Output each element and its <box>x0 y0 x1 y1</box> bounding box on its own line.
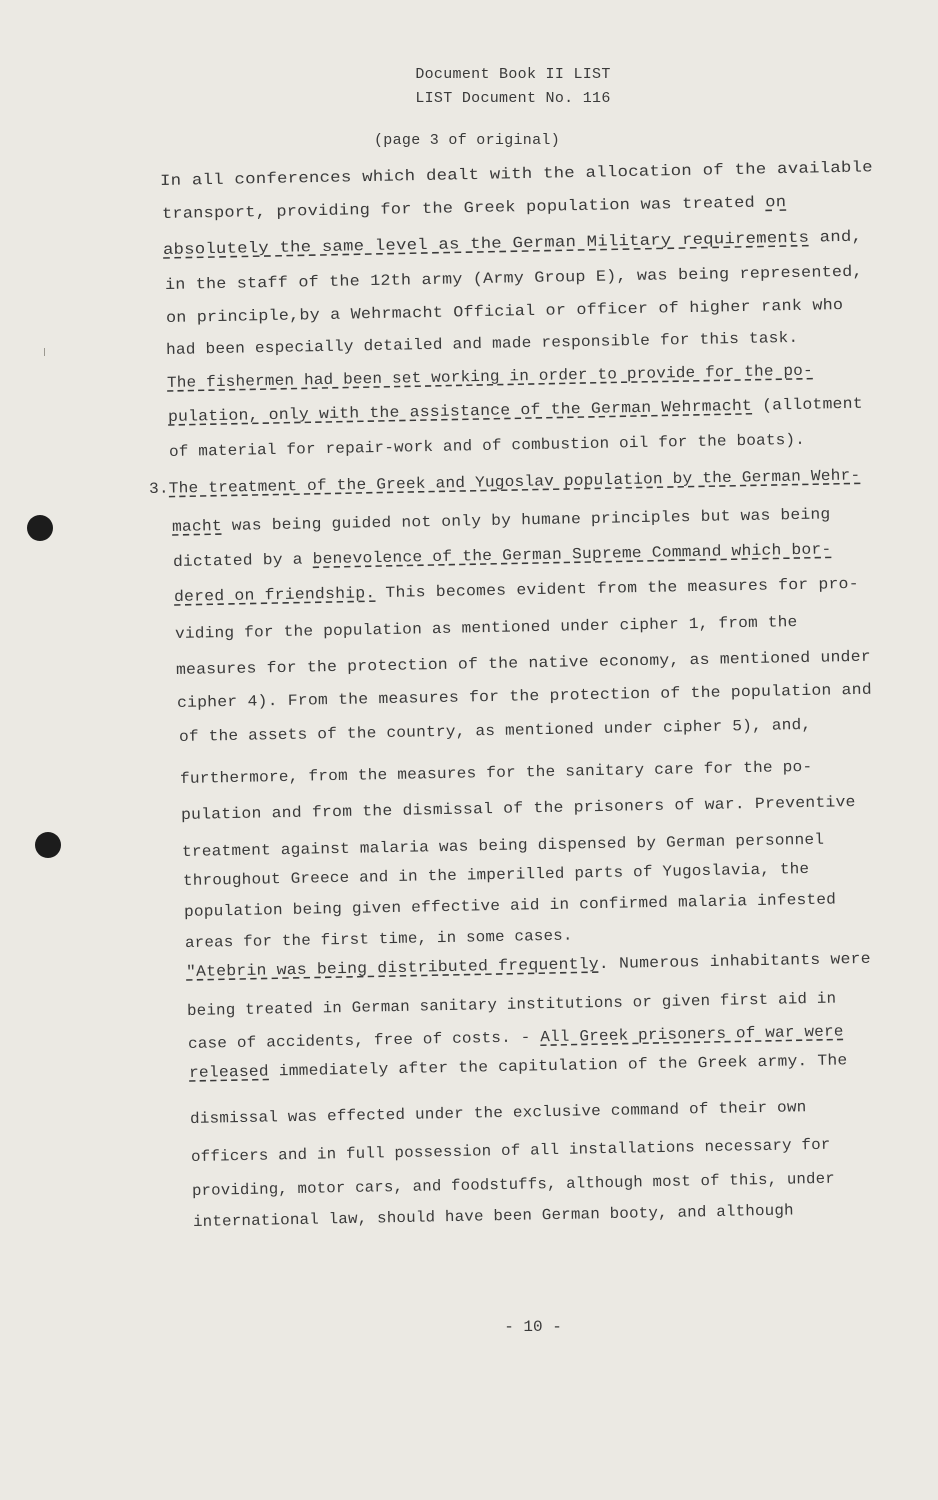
text-line: officers and in full possession of all installations necessary for <box>190 1135 831 1166</box>
text-line: dictated by a benevolence of the German Supreme Command which bor- <box>172 540 832 571</box>
text-line: viding for the population as mentioned under cipher 1, from the <box>174 613 798 643</box>
text-line: providing, motor cars, and foodstuffs, although most of this, under <box>191 1169 836 1200</box>
margin-mark <box>44 348 45 356</box>
text-line: on principle,by a Wehrmacht Official or officer of higher rank who <box>165 295 844 327</box>
text-line: measures for the protection of the native economy, as mentioned under <box>175 647 871 679</box>
document-number: LIST Document No. 116 <box>415 90 611 107</box>
text-line: pulation, only with the assistance of the German Wehrmacht (allotment <box>167 394 864 426</box>
text-line: in the staff of the 12th army (Army Group E), was being represented, <box>164 262 863 294</box>
text-line: pulation and from the dismissal of the prisoners of war. Preventive <box>180 793 856 824</box>
text-line: transport, providing for the Greek population was treated on <box>161 193 787 223</box>
text-line: released immediately after the capitulation of the Greek army. The <box>188 1051 848 1082</box>
punch-hole <box>35 832 61 858</box>
text-line: population being given effective aid in confirmed malaria infested <box>183 890 837 921</box>
text-line: throughout Greece and in the imperilled parts of Yugoslavia, the <box>182 859 810 890</box>
text-line: of the assets of the country, as mentioned under cipher 5), and, <box>178 715 812 746</box>
text-line: being treated in German sanitary institutions or given first aid in <box>186 989 837 1020</box>
text-line: dismissal was effected under the exclusive command of their own <box>189 1098 807 1128</box>
list-number: 3. <box>148 479 169 498</box>
document-book-title: Document Book II LIST <box>415 66 611 83</box>
text-line: treatment against malaria was being dispensed by German personnel <box>181 830 825 861</box>
punch-hole <box>27 515 53 541</box>
text-line: cipher 4). From the measures for the protection of the population and <box>176 680 872 712</box>
text-line: "Atebrin was being distributed frequently. Numerous inhabitants were <box>185 949 871 981</box>
text-line: dered on friendship. This becomes evident from the measures for pro- <box>173 574 859 606</box>
text-line: had been especially detailed and made responsible for this task. <box>165 328 799 359</box>
text-line: furthermore, from the measures for the sanitary care for the po- <box>179 757 813 788</box>
text-line: macht was being guided not only by humane principles but was being <box>171 505 831 536</box>
original-page-reference: (page 3 of original) <box>373 132 561 149</box>
text-line: In all conferences which dealt with the allocation of the available <box>159 158 874 190</box>
text-line: areas for the first time, in some cases. <box>184 926 573 952</box>
text-line: 3.The treatment of the Greek and Yugoslav population by the German Wehr- <box>148 466 861 498</box>
page-number: - 10 - <box>504 1318 562 1336</box>
text-line: of material for repair-work and of combustion oil for the boats). <box>168 430 806 461</box>
text-line: international law, should have been German booty, and although <box>192 1201 794 1231</box>
text-line: absolutely the same level as the German Military requirements and, <box>162 227 863 259</box>
text-line: case of accidents, free of costs. - All Greek prisoners of war were <box>187 1022 844 1053</box>
text-line: The fishermen had been set working in order to provide for the po- <box>166 361 813 392</box>
